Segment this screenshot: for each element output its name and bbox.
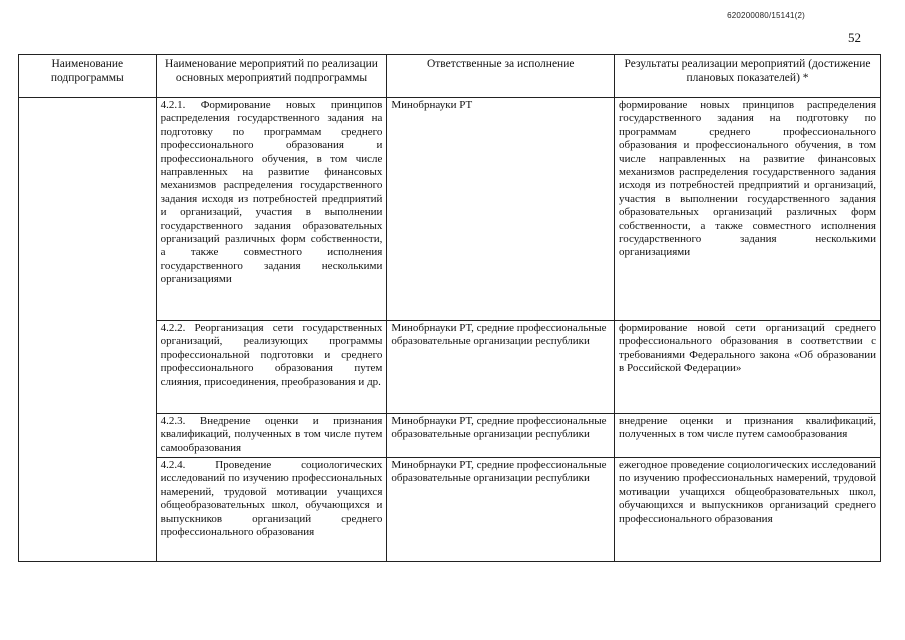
page-number: 52 [848,30,861,45]
activity-cell: 4.2.3. Внедрение оценки и признания квалификаций, полученных в том числе путем самообразования [156,414,387,458]
table-row [19,98,881,321]
result-cell: ежегодное проведение социологических исследований по изучению профессиональных намерений, трудовой мотивации учащихся общеобразовательных школ, обучающихся и выпускников организаций среднего профессионального образования [615,458,881,562]
activities-table [18,54,881,562]
column-header-subprogram: Наименование подпрограммы [19,55,157,98]
responsible-cell: Минобрнауки РТ, средние профессиональные образовательные организации республики [387,458,615,562]
column-header-result: Результаты реализации мероприятий (достижение плановых показателей) * [615,55,881,98]
result-cell: формирование новых принципов распределения государственного задания на подготовку по программам среднего профессионального образования и профессионального обучения, в том числе направленных на развитие финансовых механизмов распределения государственного задания исходя из потребностей предприятий и организаций, участия в выполнении государственного задания образовательных организаций различных форм собственности, а также совместного исполнения государственного задания несколькими организациями [615,98,881,321]
responsible-cell: Минобрнауки РТ, средние профессиональные образовательные организации республики [387,414,615,458]
table-header-row [19,55,881,98]
column-header-responsible: Ответственные за исполнение [387,55,615,98]
result-cell: формирование новой сети организаций среднего профессионального образования в соответствии с требованиями Федерального закона «Об образовании в Российской Федерации» [615,321,881,414]
document-code: 620200080/15141(2) [727,11,805,20]
responsible-cell: Минобрнауки РТ, средние профессиональные образовательные организации республики [387,321,615,414]
result-cell: внедрение оценки и признания квалификаций, полученных в том числе путем самообразования [615,414,881,458]
activity-cell: 4.2.1. Формирование новых принципов распределения государственного задания на подготовку по программам среднего профессионального образования и профессионального обучения, в том числе направленных на развитие финансовых механизмов распределения государственного задания исходя из потребностей предприятий и организаций, участия в выполнении государственного задания образовательных организаций различных форм собственности, а также совместного исполнения государственного задания несколькими организациями [156,98,387,321]
responsible-cell: Минобрнауки РТ [387,98,615,321]
activity-cell: 4.2.2. Реорганизация сети государственных организаций, реализующих программы профессиональной подготовки и среднего профессионального образования путем слияния, присоединения, преобразования и др. [156,321,387,414]
column-header-activity: Наименование мероприятий по реализации основных мероприятий подпрограммы [156,55,387,98]
subprogram-cell [19,98,157,562]
activity-cell: 4.2.4. Проведение социологических исследований по изучению профессиональных намерений, трудовой мотивации учащихся общеобразовательных школ, обучающихся и выпускников организаций среднего профессионального образования [156,458,387,562]
